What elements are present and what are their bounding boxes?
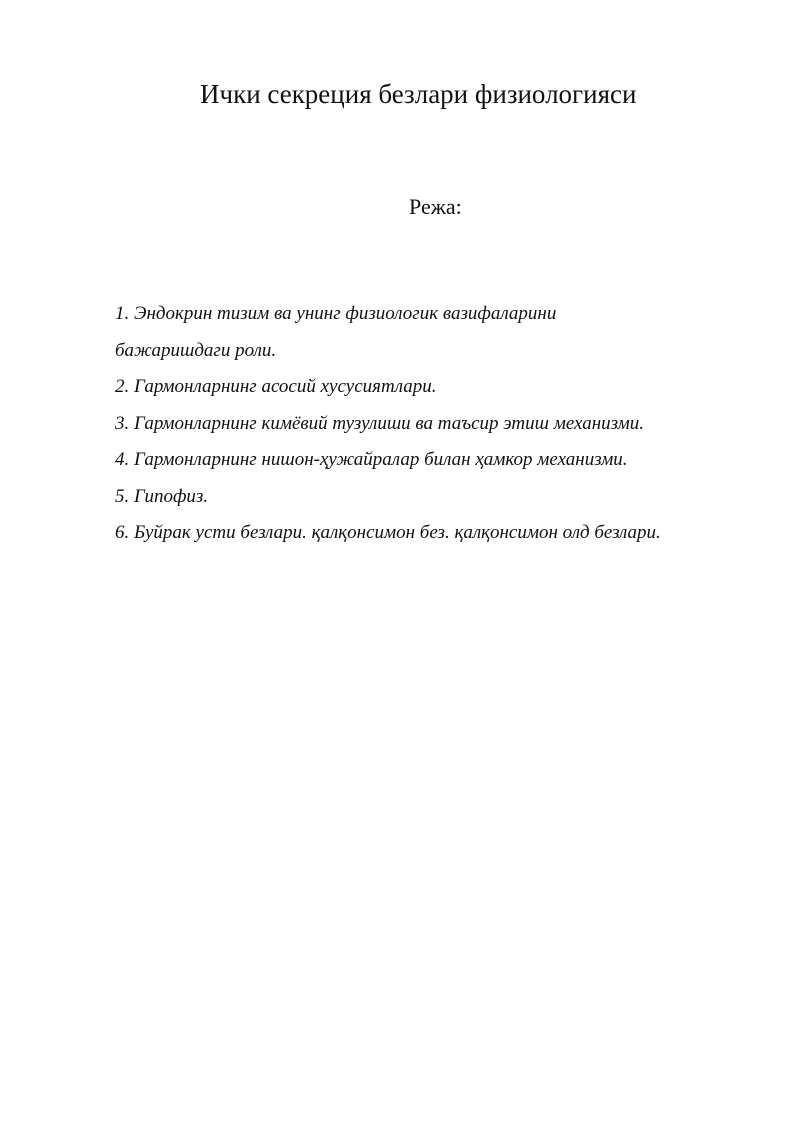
plan-item-4 — [115, 442, 755, 479]
plan-item-text: Эндокрин тизим ва унинг физиологик вазифаларини — [134, 303, 557, 324]
plan-item-text: бажаришдаги роли. — [115, 339, 277, 361]
plan-item-number: 5. — [115, 485, 130, 507]
plan-item-number: 2. — [115, 376, 130, 397]
plan-item-number: 6. — [115, 522, 130, 543]
plan-heading: Режа: — [409, 194, 462, 219]
plan-item-text: Гармонларнинг нишон-ҳужайралар билан ҳамкор механизми. — [134, 449, 628, 470]
plan-item-6 — [115, 515, 755, 552]
plan-item-text: Гипофиз. — [134, 485, 209, 507]
plan-item-2 — [115, 369, 755, 406]
plan-item-5 — [115, 479, 755, 516]
plan-item-number: 3. — [115, 412, 130, 434]
plan-item-1-continuation — [115, 333, 755, 370]
plan-item-number: 4. — [115, 449, 130, 470]
plan-list — [115, 296, 755, 552]
plan-item-text: Буйрак усти безлари. қалқонсимон без. қалқонсимон олд безлари. — [134, 522, 661, 543]
plan-item-text: Гармонларнинг кимёвий тузулиши ва таъсир этиш механизми. — [134, 412, 644, 434]
document-title: Ички секреция безлари физиологияси — [200, 79, 637, 109]
plan-item-1 — [115, 296, 755, 333]
plan-item-3 — [115, 406, 755, 443]
plan-item-text: Гармонларнинг асосий хусусиятлари. — [134, 376, 437, 397]
plan-item-number: 1. — [115, 303, 130, 324]
